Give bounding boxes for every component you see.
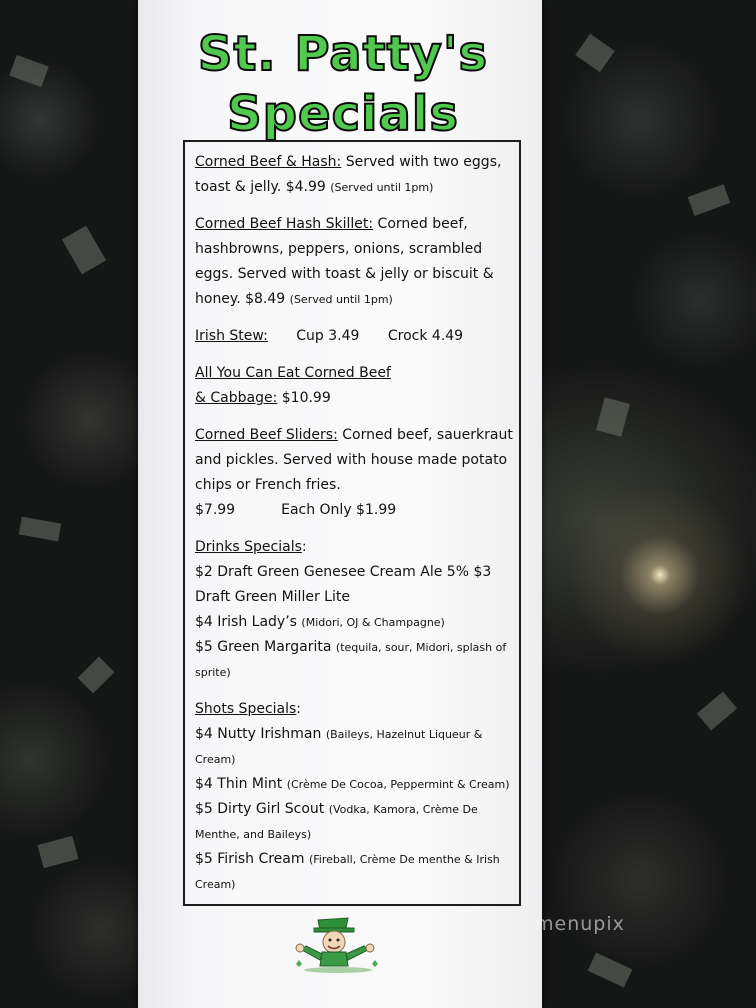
menu-item-corned-beef-hash — [195, 150, 515, 200]
drinks-heading: Drinks Specials — [195, 539, 302, 555]
granite-fleck — [588, 952, 633, 987]
granite-fleck — [62, 226, 106, 275]
granite-fleck — [78, 657, 115, 694]
item-description: Served with two eggs, toast & jelly. $4.99 — [195, 154, 502, 195]
granite-fleck — [697, 692, 737, 731]
menu-item-sliders — [195, 423, 515, 523]
granite-fleck — [9, 55, 48, 87]
item-note: (Served until 1pm) — [330, 181, 434, 194]
menu-title-line-2: Specials — [227, 86, 459, 142]
item-name: Corned Beef Sliders: — [195, 427, 338, 443]
menu-paper — [138, 0, 542, 1008]
shot-line: $5 Firish Cream (Fireball, Crème De menthe & Irish Cream) — [195, 851, 500, 891]
shots-specials: Shots Specials: $4 Nutty Irishman (Baileys, Hazelnut Liqueur & Cream) $4 Thin Mint (Crème De Cocoa, Peppermint & Cream) $5 Dirty Girl Scout (Vodka, Kamora, Crème De Menthe, and Baileys) $5 Firish Cream (Fireball, Crème De menthe & Irish Cream) — [195, 697, 515, 897]
item-price: $10.99 — [281, 390, 331, 406]
item-note: (Served until 1pm) — [289, 293, 393, 306]
menu-item-corned-beef-cabbage — [195, 361, 515, 411]
granite-fleck — [596, 397, 630, 437]
item-name: Corned Beef & Hash: — [195, 154, 342, 170]
shot-line: $4 Nutty Irishman (Baileys, Hazelnut Liqueur & Cream) — [195, 726, 483, 766]
watermark: menupix — [535, 913, 625, 935]
item-name-line-1: All You Can Eat Corned Beef — [195, 365, 391, 381]
granite-fleck — [19, 517, 62, 542]
menu-title-line-1: St. Patty's — [197, 26, 489, 82]
item-price-each: Each Only $1.99 — [281, 502, 397, 518]
drink-line: $4 Irish Lady’s (Midori, OJ & Champagne) — [195, 614, 445, 630]
shot-line: $5 Dirty Girl Scout (Vodka, Kamora, Crème De Menthe, and Baileys) — [195, 801, 478, 841]
item-price: $7.99 — [195, 502, 236, 518]
drinks-specials: Drinks Specials: $2 Draft Green Genesee Cream Ale 5% $3 Draft Green Miller Lite $4 Irish Lady’s (Midori, OJ & Champagne) $5 Green Margarita (tequila, sour, Midori, splash of sprite) — [195, 535, 515, 685]
menu-item-hash-skillet — [195, 212, 515, 312]
item-price-crock: Crock 4.49 — [387, 328, 464, 344]
specials-box — [183, 140, 521, 906]
drink-line: $5 Green Margarita (tequila, sour, Midori, splash of sprite) — [195, 639, 507, 679]
specials-list — [195, 150, 515, 909]
item-price-cup: Cup 3.49 — [296, 328, 360, 344]
item-description: Corned beef, sauerkraut and pickles. Served with house made potato chips or French fries. — [195, 427, 513, 493]
shots-heading: Shots Specials — [195, 701, 297, 717]
granite-fleck — [688, 184, 731, 216]
item-description: Corned beef, hashbrowns, peppers, onions, scrambled eggs. Served with toast & jelly or biscuit & honey. $8.49 — [195, 216, 494, 307]
item-name: Corned Beef Hash Skillet: — [195, 216, 374, 232]
shot-line: $4 Thin Mint (Crème De Cocoa, Peppermint & Cream) — [195, 776, 510, 792]
drink-line: $2 Draft Green Genesee Cream Ale 5% $3 Draft Green Miller Lite — [195, 564, 492, 605]
menu-item-irish-stew — [195, 324, 515, 349]
leprechaun-icon — [288, 912, 384, 974]
granite-fleck — [38, 836, 79, 868]
item-name-line-2: & Cabbage: — [195, 390, 278, 406]
granite-fleck — [575, 34, 614, 73]
item-name: Irish Stew: — [195, 328, 268, 344]
